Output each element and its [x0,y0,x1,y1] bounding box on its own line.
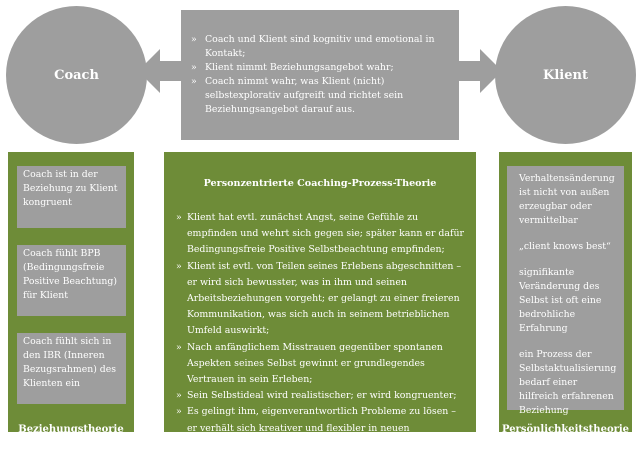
left-item-box [17,333,126,404]
arrow-left-icon [138,46,184,96]
left-item-box [17,245,126,316]
center-bullet-list [191,33,451,117]
middle-bullet: » Sein Selbstideal wird realistischer; er wird kongruenter; [176,388,466,404]
left-item-text: Coach fühlt BPB (Bedingungsfreie Positive Beachtung) für Klient [23,248,117,301]
middle-bullet: » Nach anfänglichem Misstrauen gegenüber spontanen Aspekten seines Selbst gewinnt er grundlegendes Vertrauen in sein Erleben; [176,340,466,389]
middle-bullet: » Es gelingt ihm, eigenverantwortlich Probleme zu lösen – er verhält sich kreativer und flexibler in neuen Situationen. [176,404,466,453]
klient-label: Klient [543,67,588,83]
right-panel [499,152,632,435]
right-panel-body [507,166,624,416]
left-item-text: Coach fühlt sich in den IBR (Inneren Bezugsrahmen) des Klienten ein [23,336,117,389]
left-panel [8,152,134,435]
middle-bullet: » Klient hat evtl. zunächst Angst, seine Gefühle zu empfinden und wehrt sich gegen sie; später kann er dafür Bedingungsfreie Positive Selbstbeachtung empfinden; [176,210,466,259]
center-box [181,10,459,140]
center-bullet: » Klient nimmt Beziehungsangebot wahr; [191,61,451,75]
middle-panel-title: Personzentrierte Coaching-Prozess-Theorie [203,178,437,189]
middle-panel [164,152,476,450]
center-bullet: » Coach und Klient sind kognitiv und emotional in Kontakt; [191,33,451,61]
right-panel-footer: Persönlichkeitstheorie [501,424,630,435]
middle-bullet-list [176,210,466,453]
right-paragraph: Verhaltensänderung ist nicht von außen erzeugbar oder vermittelbar [519,173,615,226]
coach-label: Coach [54,67,99,83]
coach-circle [6,6,147,144]
left-panel-footer: Beziehungstheorie [18,424,124,435]
left-item-text: Coach ist in der Beziehung zu Klient kongruent [23,169,118,208]
right-paragraph: „client knows best“ [519,241,611,252]
left-item-box [17,166,126,228]
center-bullet: » Coach nimmt wahr, was Klient (nicht) selbstexplorativ aufgreift und richtet sein Beziehungsangebot darauf aus. [191,75,451,117]
right-paragraph: ein Prozess der Selbstaktualisierung bedarf einer hilfreich erfahrenen Beziehung [519,349,617,416]
middle-bullet: » Klient ist evtl. von Teilen seines Erlebens abgeschnitten – er wird sich bewusster, was in ihm und seinen Arbeitsbeziehungen vorgeht; er gelangt zu einer freieren Kommunikation, was sich auch in seinem betrieblichen Umfeld auswirkt; [176,259,466,340]
right-paragraph: signifikante Veränderung des Selbst ist oft eine bedrohliche Erfahrung [519,267,602,334]
klient-circle [495,6,636,144]
